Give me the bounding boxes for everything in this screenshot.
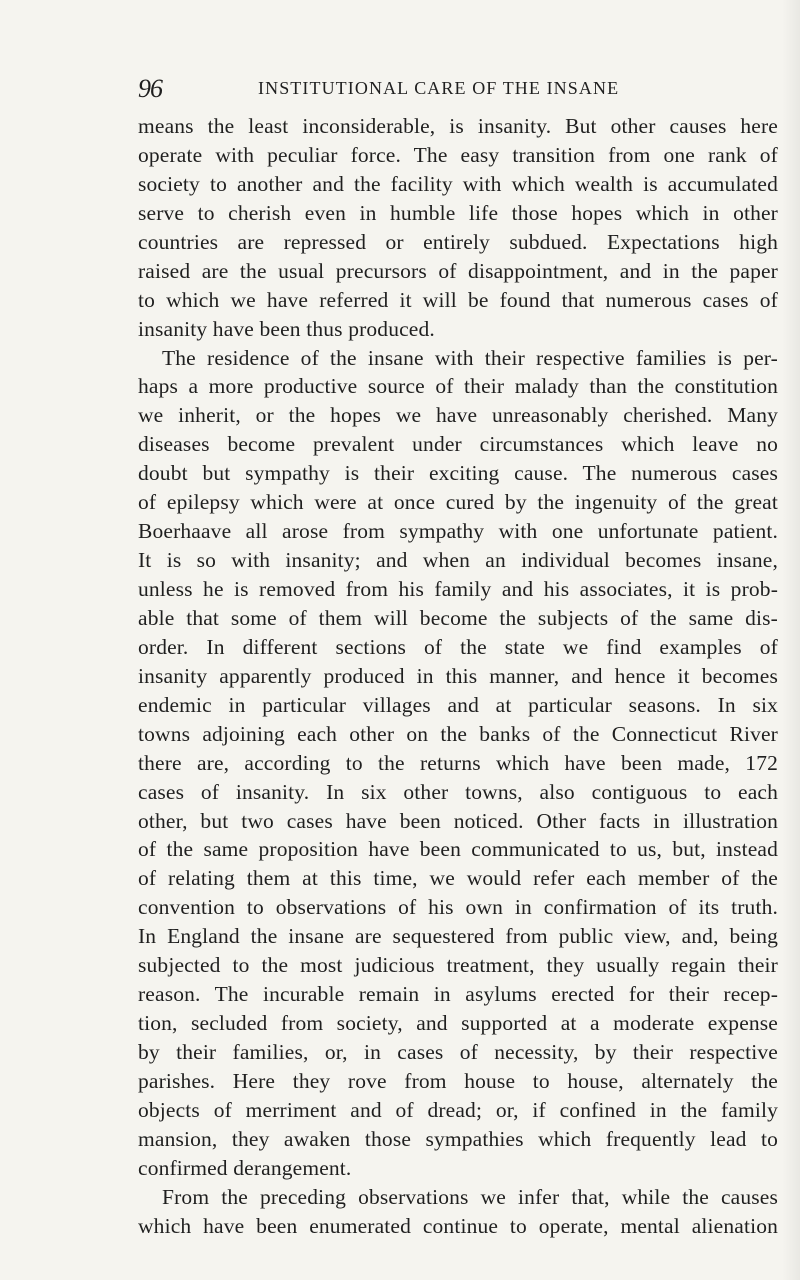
text-line: doubt but sympathy is their exciting cause. The numerous cases: [138, 461, 778, 486]
text-line: cases of insanity. In six other towns, also contiguous to each: [138, 779, 778, 804]
text-line: mansion, they awaken those sympathies which frequently lead to: [138, 1126, 778, 1151]
text-line: endemic in particular villages and at particular seasons. In six: [138, 692, 778, 717]
text-line: insanity apparently produced in this manner, and hence it becomes: [138, 663, 778, 688]
text-line: serve to cherish even in humble life those hopes which in other: [138, 200, 778, 225]
text-line: tion, secluded from society, and supported at a moderate expense: [138, 1011, 778, 1036]
text-line: of epilepsy which were at once cured by the ingenuity of the great: [138, 490, 778, 515]
text-line: insanity have been thus produced.: [138, 316, 435, 341]
page-edge-shadow: [782, 0, 800, 1280]
text-line: of the same proposition have been communicated to us, but, instead: [138, 837, 778, 862]
text-line: to which we have referred it will be found that numerous cases of: [138, 287, 778, 312]
text-line: reason. The incurable remain in asylums erected for their recep-: [138, 982, 778, 1007]
text-line: able that some of them will become the subjects of the same dis-: [138, 605, 778, 630]
text-line: objects of merriment and of dread; or, if confined in the family: [138, 1097, 778, 1122]
page-header: [138, 74, 778, 106]
text-line: which have been enumerated continue to operate, mental alienation: [138, 1213, 778, 1238]
text-line: raised are the usual precursors of disappointment, and in the paper: [138, 258, 778, 283]
text-line: operate with peculiar force. The easy transition from one rank of: [138, 142, 778, 167]
text-line: we inherit, or the hopes we have unreasonably cherished. Many: [138, 403, 778, 428]
page-number: 96: [138, 74, 162, 103]
text-line: by their families, or, in cases of necessity, by their respective: [138, 1040, 778, 1064]
text-line: convention to observations of his own in confirmation of its truth.: [138, 895, 778, 920]
text-line: unless he is removed from his family and his associates, it is prob-: [138, 577, 778, 601]
body-text: [138, 112, 778, 1241]
text-line: means the least inconsiderable, is insanity. But other causes here: [138, 114, 778, 138]
text-line: order. In different sections of the state we find examples of: [138, 634, 778, 659]
text-line: Boerhaave all arose from sympathy with one unfortunate patient.: [138, 519, 778, 544]
paragraph-start-line: The residence of the insane with their respective families is per-: [162, 345, 778, 370]
text-line: diseases become prevalent under circumstances which leave no: [138, 432, 778, 457]
text-line: other, but two cases have been noticed. Other facts in illustration: [138, 808, 778, 833]
text-line: towns adjoining each other on the banks of the Connecticut River: [138, 721, 778, 746]
text-line: of relating them at this time, we would refer each member of the: [138, 866, 778, 891]
text-line: countries are repressed or entirely subdued. Expectations high: [138, 229, 778, 254]
text-line: haps a more productive source of their malady than the constitution: [138, 374, 778, 399]
text-line: It is so with insanity; and when an individual becomes insane,: [138, 548, 778, 573]
text-line: confirmed derangement.: [138, 1155, 352, 1180]
text-line: there are, according to the returns which have been made, 172: [138, 750, 778, 775]
text-line: parishes. Here they rove from house to house, alternately the: [138, 1068, 778, 1093]
text-line: In England the insane are sequestered from public view, and, being: [138, 924, 778, 949]
text-line: society to another and the facility with which wealth is accumulated: [138, 171, 778, 196]
running-head: INSTITUTIONAL CARE OF THE INSANE: [258, 78, 620, 98]
text-line: subjected to the most judicious treatment, they usually regain their: [138, 953, 778, 978]
paragraph-start-line: From the preceding observations we infer that, while the causes: [162, 1184, 778, 1209]
